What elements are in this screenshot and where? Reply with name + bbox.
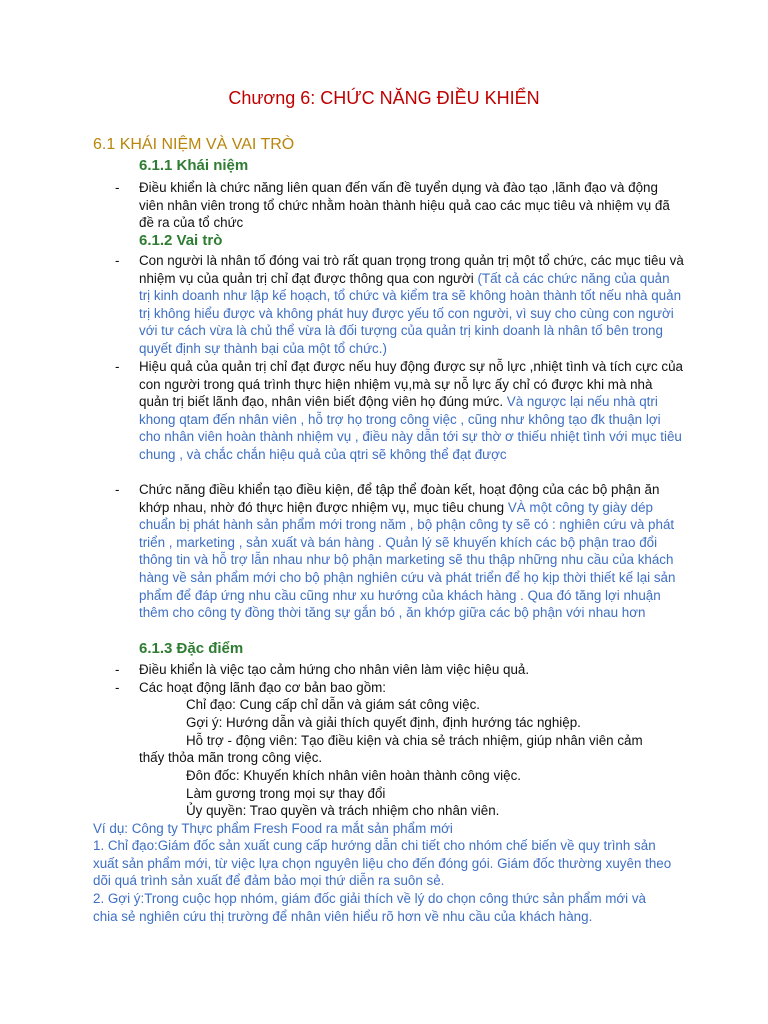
example-directing: 1. Chỉ đạo:Giám đốc sản xuất cung cấp hướng dẫn chi tiết cho nhóm chế biến về quy trình sản xuất sản phẩm mới, từ việc lựa chọn nguyên liệu cho đến đóng gói. Giám đốc thường xuyên theo dõi quá trình sản xuất để đảm bảo mọi thứ diễn ra suôn sẻ.	[93, 838, 672, 889]
text-black: Hiệu quả của quản trị chỉ đạt được nếu huy động được sự nỗ lực ,nhiệt tình và tích cực của con người trong quá trình thực hiện nhiệm vụ,mà sự nỗ lực ấy chỉ có được khi mà nhà quản trị biết lãnh đạo, nhân viên biết động viên họ đúng mức.	[139, 359, 684, 410]
section-heading: 6.1 KHÁI NIỆM VÀ VAI TRÒ	[93, 136, 295, 153]
activity-leading-example: Làm gương trong mọi sự thay đổi	[186, 786, 386, 801]
text-blue: VÀ một công ty giày dép chuẩn bị phát hành sản phẩm mới trong năm , bộ phận công ty sẽ có : nghiên cứu và phát triển , marketing , sản xuất và bán hàng . Quản lý sẽ khuyến khích các bộ phận trao đổi thông tin và hỗ trợ lẫn nhau như bộ phận marketing sẽ thu thập những nhu cầu của khách hàng về sản phẩm mới cho bộ phận nghiên cứu và phát triển để họ kịp thời thiết kế lại sản phẩm để đáp ứng nhu cầu cũng như xu hướng của khách hàng . Qua đó tăng lợi nhuận thêm cho công ty đồng thời tăng sự gắn bó , ăn khớp giữa các bộ phận với nhau hơn	[139, 499, 676, 621]
subsection-heading-role: 6.1.2 Vai trò	[139, 232, 223, 249]
subsection-heading-concept: 6.1.1 Khái niệm	[139, 157, 249, 174]
activity-suggesting: Gợi ý: Hướng dẫn và giải thích quyết định, định hướng tác nghiệp.	[186, 715, 581, 730]
text-blue: (Tất cả các chức năng của quản trị kinh doanh như lập kế hoạch, tổ chức và kiểm tra sẽ không hoàn thành tốt nếu nhà quản trị không hiểu được và không phát huy được yếu tố con người, vì suy cho cùng con người với tư cách vừa là chủ thể vừa là đối tượng của quản trị kinh doanh là nhân tố bên trong quyết định sự thành bại của một tổ chức.)	[139, 270, 682, 356]
activity-urging: Đôn đốc: Khuyến khích nhân viên hoàn thành công việc.	[186, 768, 522, 783]
activity-directing: Chỉ đạo: Cung cấp chỉ dẫn và giám sát công việc.	[186, 697, 481, 712]
activity-supporting-cont: thấy thỏa mãn trong công việc.	[139, 750, 323, 765]
text-blue: Và ngược lại nếu nhà qtri khong qtam đến nhân viên , hỗ trợ họ trong công việc , cũng như không tạo đk thuận lợi cho nhân viên hoàn thành nhiệm vụ , điều này dẫn tới sự thờ ơ thiếu nhiệt tình với mục tiêu chung , và chắc chắn hiệu quả của qtri sẽ không thể đạt được	[139, 394, 682, 462]
bullet-inspiration: - Điều khiển là việc tạo cảm hứng cho nhân viên làm việc hiệu quả.	[139, 661, 684, 679]
subsection-heading-features: 6.1.3 Đặc điểm	[139, 640, 244, 657]
text-black: Chức năng điều khiển tạo điều kiện, để tập thể đoàn kết, hoạt động của các bộ phận ăn khớp nhau, nhờ đó thực hiện được nhiệm vụ, mục tiêu chung	[139, 482, 660, 515]
chapter-title: Chương 6: CHỨC NĂNG ĐIỀU KHIỂN	[228, 88, 540, 108]
example-suggesting: 2. Gợi ý:Trong cuộc họp nhóm, giám đốc giải thích về lý do chọn công thức sản phẩm mới và chia sẻ nghiên cứu thị trường để nhân viên hiểu rõ hơn về nhu cầu của khách hàng.	[93, 891, 647, 924]
bullet-definition: - Điều khiển là chức năng liên quan đến vấn đề tuyển dụng và đào tạo ,lãnh đạo và động viên nhân viên trong tổ chức nhằm hoàn thành hiệu quả cao các mục tiêu và nhiệm vụ đã đề ra của tổ chức	[139, 179, 684, 232]
bullet-role-coordination	[139, 481, 684, 622]
bullet-role-effectiveness	[139, 358, 684, 464]
bullet-activities: - Các hoạt động lãnh đạo cơ bản bao gồm:	[139, 679, 684, 697]
text-black: Con người là nhân tố đóng vai trò rất quan trọng trong quản trị một tổ chức, các mục tiêu và nhiệm vụ của quản trị chỉ đạt được thông qua con người	[139, 253, 684, 286]
activity-supporting: Hỗ trợ - động viên: Tạo điều kiện và chia sẻ trách nhiệm, giúp nhân viên cảm	[186, 733, 643, 748]
activity-delegating: Ủy quyền: Trao quyền và trách nhiệm cho nhân viên.	[186, 803, 500, 818]
example-title: Ví dụ: Công ty Thực phẩm Fresh Food ra mắt sản phẩm mới	[93, 821, 453, 836]
bullet-role-people	[139, 252, 684, 358]
